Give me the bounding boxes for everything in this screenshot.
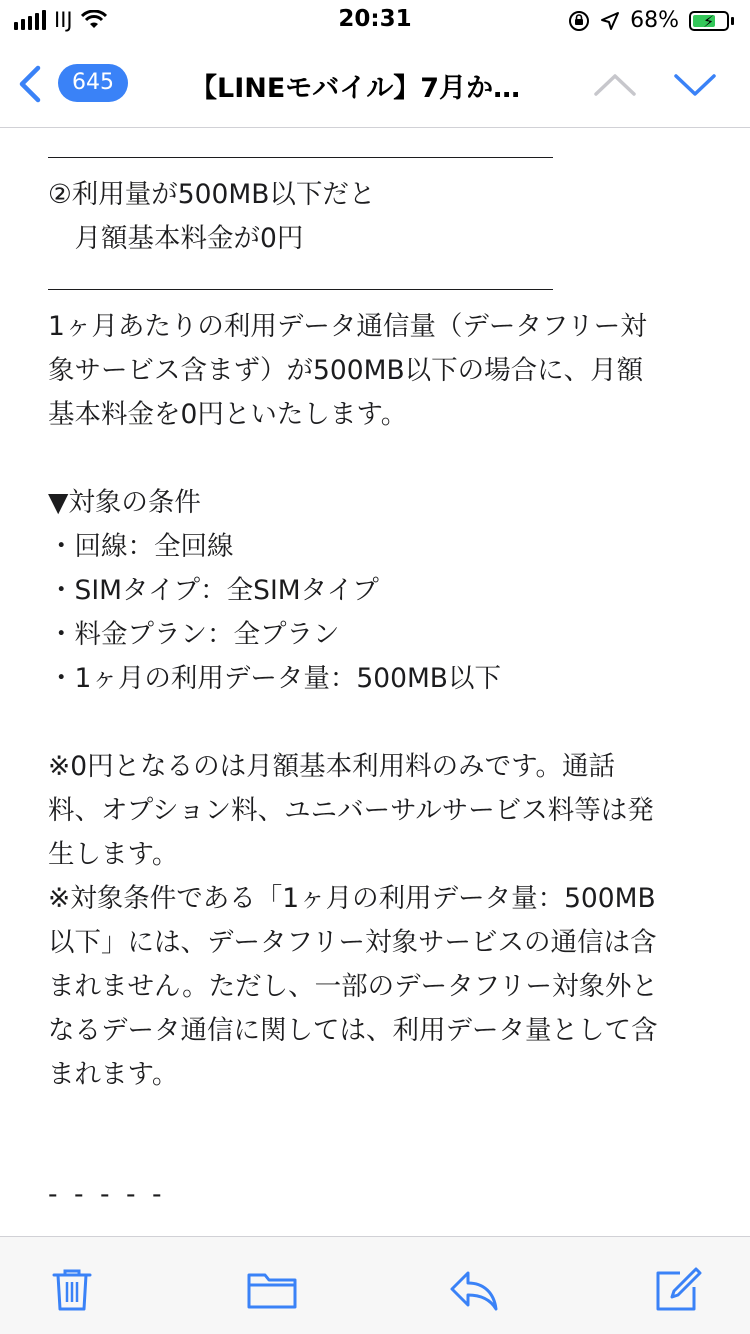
conditions-title: ▼対象の条件 (48, 487, 201, 518)
note-line: ※対象条件である「1ヶ月の利用データ量：500MB (48, 883, 656, 914)
note-line: 生します。 (48, 839, 179, 870)
condition-item: ・1ヶ月の利用データ量：500MB以下 (48, 663, 501, 694)
charging-bolt-icon: ⚡ (703, 11, 715, 31)
condition-item: ・料金プラン：全プラン (48, 619, 340, 650)
section-heading-sub: 月額基本料金が0円 (48, 223, 304, 254)
note-line: まれません。ただし、一部のデータフリー対象外と (48, 971, 659, 1002)
chevron-left-icon[interactable] (14, 62, 46, 106)
section-heading: ②利用量が500MB以下だと (48, 179, 376, 210)
note-line: なるデータ通信に関しては、利用データ量として含 (48, 1015, 658, 1046)
condition-item: ・SIMタイプ：全SIMタイプ (48, 575, 379, 606)
battery-cap (731, 17, 734, 25)
divider-line (48, 129, 708, 173)
note-line: ※0円となるのは月額基本利用料のみです。通話 (48, 751, 615, 782)
chevron-down-icon[interactable] (672, 66, 718, 102)
status-time: 20:31 (338, 6, 412, 32)
orientation-lock-icon (568, 10, 590, 32)
email-subject-title: 【LINEモバイル】7月か… (190, 73, 521, 104)
condition-item: ・回線：全回線 (48, 531, 234, 562)
status-right (568, 8, 734, 33)
battery-percent: 68% (630, 8, 679, 33)
chevron-up-icon[interactable] (592, 66, 638, 102)
battery-icon (689, 11, 729, 31)
email-body (48, 129, 708, 1235)
blank-line (48, 437, 708, 481)
separator-dashes: - - - - - (48, 1179, 166, 1210)
compose-icon[interactable] (652, 1265, 704, 1313)
note-line: まれます。 (48, 1059, 179, 1090)
paragraph-line: 基本料金を0円といたします。 (48, 399, 408, 430)
paragraph-line: 1ヶ月あたりの利用データ通信量（データフリー対 (48, 311, 647, 342)
divider-line (48, 261, 708, 305)
carrier-label: IIJ (54, 8, 73, 32)
note-line: 以下」には、データフリー対象サービスの通信は含 (48, 927, 657, 958)
reply-icon[interactable] (448, 1265, 500, 1313)
trash-icon[interactable] (46, 1265, 98, 1313)
note-line: 料、オプション料、ユニバーサルサービス料等は発 (48, 795, 654, 826)
folder-icon[interactable] (246, 1265, 298, 1313)
bottom-toolbar (0, 1236, 750, 1334)
status-bar (0, 0, 750, 40)
mailbox-count-badge[interactable]: 645 (58, 64, 128, 102)
paragraph-line: 象サービス含まず）が500MB以下の場合に、月額 (48, 355, 644, 386)
blank-line (48, 701, 708, 745)
nav-bar (0, 40, 750, 128)
location-icon (600, 11, 620, 31)
